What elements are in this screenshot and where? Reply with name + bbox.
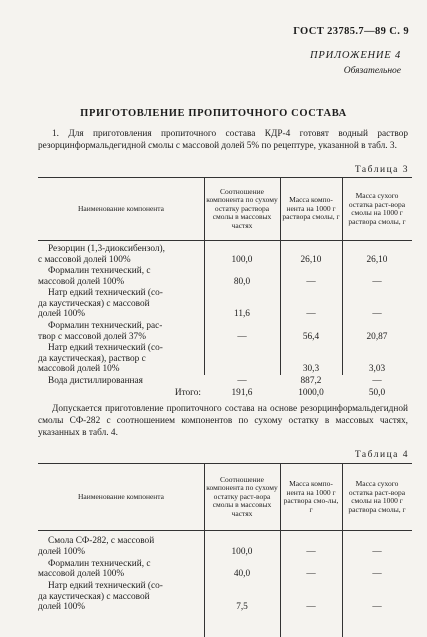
component-name-line: массовой долей 100% bbox=[38, 276, 125, 287]
mass-value: 26,10 bbox=[300, 254, 322, 265]
ratio-value: 80,0 bbox=[233, 276, 251, 287]
component-name-line: Формалин технический, рас- bbox=[48, 321, 163, 332]
total-label: Итого: bbox=[174, 387, 201, 398]
mass-value: — bbox=[306, 276, 316, 287]
component-name bbox=[38, 343, 204, 375]
ratio-value: 100,0 bbox=[231, 546, 253, 557]
component-name-line: Натр едкий технический (со- bbox=[48, 288, 163, 299]
header-ratio: Соотношение компонента по сухому остатку раствора смолы в массовых частях bbox=[206, 186, 278, 230]
ratio-value: 7,5 bbox=[236, 602, 248, 612]
component-name bbox=[38, 266, 204, 287]
dry-mass-value: — bbox=[372, 309, 382, 320]
table-3-header bbox=[38, 178, 412, 241]
component-name bbox=[38, 559, 204, 580]
component-name-line: твор с массовой долей 37% bbox=[38, 331, 146, 342]
component-name-line: массовой долей 10% bbox=[38, 364, 120, 375]
paragraph-2: Допускается приготовление пропиточного состава на основе резорцинформальдегидной смолы СФ-282 с соотношением компонентов по сухому остатку в массовых частях, указанных в табл. 4. bbox=[38, 404, 408, 438]
appendix-label: ПРИЛОЖЕНИЕ 4 bbox=[310, 50, 401, 61]
dry-mass-value: — bbox=[372, 602, 382, 612]
header-dry-mass: Масса сухого остатка раст-вора смолы на 1000 г раствора смолы, г bbox=[348, 191, 406, 226]
mass-value: — bbox=[306, 569, 316, 579]
standard-number: ГОСТ 23785.7—89 С. 9 bbox=[293, 26, 409, 37]
dry-mass-value: 26,10 bbox=[366, 254, 388, 265]
component-name-line: да каустическая) с массовой bbox=[38, 591, 150, 602]
ratio-value: 100,0 bbox=[231, 254, 253, 265]
table-4-header bbox=[38, 464, 412, 531]
ratio-value: 40,0 bbox=[233, 569, 251, 579]
component-name-line: Смола СФ-282, с массовой bbox=[48, 536, 155, 546]
component-name-line: Натр едкий технический (со- bbox=[48, 343, 163, 354]
appendix-status: Обязательное bbox=[343, 66, 401, 76]
component-name-line: Формалин технический, с bbox=[48, 558, 151, 569]
ratio-value: 11,6 bbox=[234, 309, 250, 320]
total-ratio: 191,6 bbox=[231, 387, 253, 398]
component-name-line: с массовой долей 100% bbox=[38, 254, 131, 265]
mass-value: 887,2 bbox=[300, 376, 322, 386]
component-name-line: да каустическая), раствор с bbox=[38, 353, 146, 364]
paragraph-1: 1. Для приготовления пропиточного состава КДР-4 готовят водный раствор резорцинформальдегидной смолы с массовой долей 5% по рецептуре, указанной в табл. 3. bbox=[38, 129, 408, 151]
mass-value: 56,4 bbox=[302, 331, 320, 342]
header-mass: Масса компо-нента на 1000 г раствора смо-лы, г bbox=[283, 479, 339, 514]
component-name-line: Резорцин (1,3-диоксибензол), bbox=[48, 244, 165, 254]
component-name bbox=[38, 288, 204, 320]
component-name-line: да каустическая) с массовой bbox=[38, 298, 150, 309]
mass-value: — bbox=[306, 309, 316, 320]
header-component: Наименование компонента bbox=[77, 203, 165, 213]
mass-value: 30,3 bbox=[302, 364, 320, 375]
section-title: ПРИГОТОВЛЕНИЕ ПРОПИТОЧНОГО СОСТАВА bbox=[80, 108, 347, 119]
ratio-value: — bbox=[237, 376, 247, 386]
table-4-label: Таблица 4 bbox=[354, 450, 409, 460]
component-name-line: Натр едкий технический (со- bbox=[48, 581, 163, 591]
header-dry-mass: Масса сухого остатка раст-вора смолы на 1000 г раствора смолы, г bbox=[348, 479, 406, 514]
total-mass: 1000,0 bbox=[298, 387, 324, 398]
dry-mass-value: — bbox=[372, 276, 382, 287]
component-name bbox=[38, 321, 204, 342]
component-name bbox=[38, 244, 204, 265]
component-name bbox=[38, 376, 204, 387]
mass-value: — bbox=[306, 602, 316, 612]
dry-mass-value: 3,03 bbox=[368, 364, 386, 375]
total-dry-mass: 50,0 bbox=[368, 387, 386, 398]
dry-mass-value: — bbox=[372, 569, 382, 579]
component-name-line: массовой долей 100% bbox=[38, 569, 125, 579]
component-name-line: Формалин технический, с bbox=[48, 266, 151, 277]
table-3 bbox=[38, 177, 412, 398]
component-name-line: Вода дистиллированная bbox=[48, 376, 143, 386]
header-ratio: Соотношение компонента по сухому остатку раст-вора смолы в массовых частях bbox=[206, 474, 278, 518]
ratio-value: — bbox=[237, 331, 247, 342]
table-4 bbox=[38, 463, 412, 637]
table-3-label: Таблица 3 bbox=[354, 165, 409, 175]
mass-value: — bbox=[306, 546, 316, 557]
component-name bbox=[38, 581, 204, 613]
component-name-line: долей 100% bbox=[38, 602, 86, 612]
component-name bbox=[38, 536, 204, 557]
header-component: Наименование компонента bbox=[77, 491, 165, 501]
header-mass: Масса компо-нента на 1000 г раствора смолы, г bbox=[282, 195, 340, 222]
dry-mass-value: — bbox=[372, 376, 382, 386]
component-name-line: долей 100% bbox=[38, 309, 86, 320]
component-name-line: долей 100% bbox=[38, 546, 86, 557]
dry-mass-value: 20,87 bbox=[366, 331, 388, 342]
dry-mass-value: — bbox=[372, 546, 382, 557]
